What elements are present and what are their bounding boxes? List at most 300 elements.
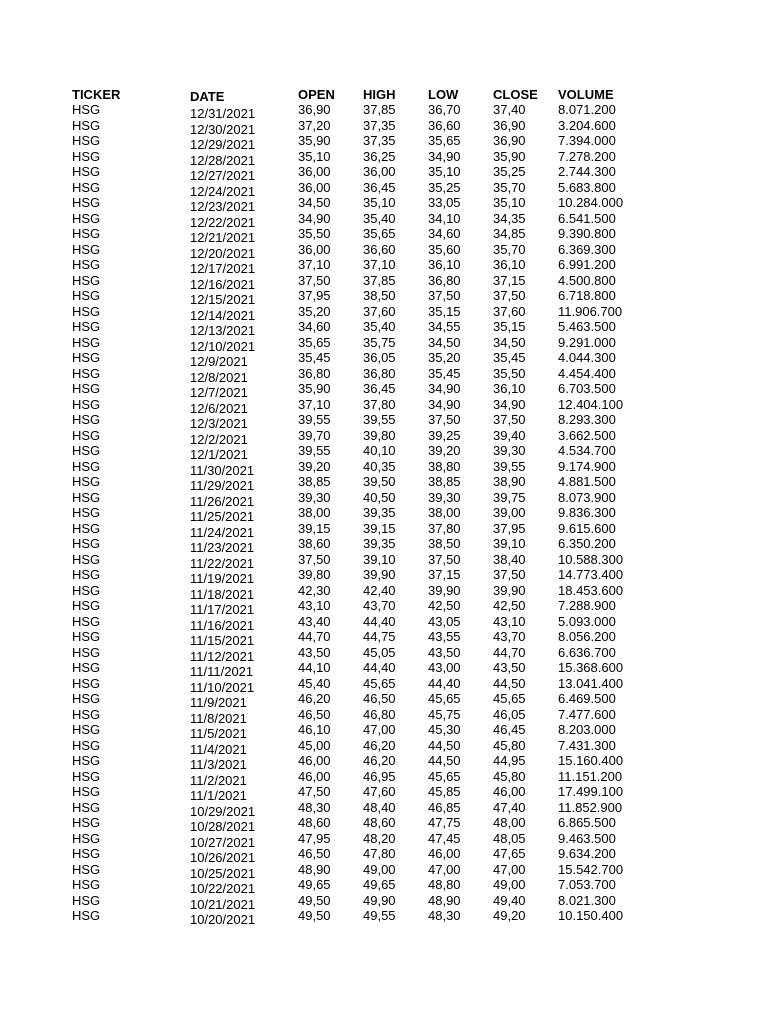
cell-close: 38,90 <box>493 474 526 489</box>
cell-open: 36,00 <box>298 179 331 195</box>
cell-volume: 4.881.500 <box>558 474 616 489</box>
cell-date: 11/10/2021 <box>190 679 255 695</box>
cell-open: 39,30 <box>298 489 331 505</box>
cell-close: 39,55 <box>493 458 526 474</box>
cell-volume: 2.744.300 <box>558 164 616 179</box>
cell-ticker: HSG <box>72 195 101 210</box>
cell-low: 48,30 <box>428 908 461 923</box>
cell-high: 43,70 <box>363 598 396 613</box>
cell-date: 12/29/2021 <box>190 137 256 152</box>
cell-low: 47,45 <box>428 830 461 846</box>
cell-ticker: HSG <box>72 675 101 691</box>
cell-volume: 6.369.300 <box>558 241 616 257</box>
cell-open: 48,30 <box>298 799 331 815</box>
cell-high: 49,00 <box>363 861 396 877</box>
cell-open: 43,40 <box>298 613 331 629</box>
cell-ticker: HSG <box>72 272 101 288</box>
cell-open: 39,80 <box>298 567 331 582</box>
cell-date: 11/19/2021 <box>190 571 255 586</box>
cell-high: 36,45 <box>363 381 396 396</box>
cell-close: 38,40 <box>493 551 526 567</box>
cell-volume: 9.836.300 <box>558 505 616 520</box>
cell-open: 36,00 <box>298 241 331 257</box>
cell-ticker: HSG <box>72 474 101 489</box>
cell-date: 12/23/2021 <box>190 199 256 214</box>
cell-date: 12/15/2021 <box>190 292 256 307</box>
cell-volume: 13.041.400 <box>558 675 624 691</box>
cell-high: 35,10 <box>363 195 396 210</box>
cell-ticker: HSG <box>72 598 101 613</box>
cell-ticker: HSG <box>72 536 101 551</box>
cell-low: 37,80 <box>428 520 461 536</box>
cell-ticker: HSG <box>72 148 101 164</box>
cell-open: 45,00 <box>298 737 331 753</box>
cell-date: 12/31/2021 <box>190 106 256 121</box>
cell-ticker: HSG <box>72 210 101 226</box>
cell-low: 39,20 <box>428 443 461 458</box>
cell-volume: 15.368.600 <box>558 660 624 675</box>
cell-close: 34,90 <box>493 396 526 412</box>
cell-low: 46,00 <box>428 846 461 861</box>
cell-volume: 8.293.300 <box>558 412 616 427</box>
cell-open: 39,70 <box>298 427 331 443</box>
cell-date: 10/25/2021 <box>190 865 256 881</box>
cell-date: 12/21/2021 <box>190 230 256 245</box>
cell-high: 37,35 <box>363 117 396 133</box>
cell-open: 46,20 <box>298 691 331 706</box>
cell-close: 35,15 <box>493 319 526 334</box>
cell-high: 39,15 <box>363 520 396 536</box>
cell-volume: 8.203.000 <box>558 722 616 737</box>
cell-open: 48,90 <box>298 861 331 877</box>
cell-ticker: HSG <box>72 133 101 148</box>
cell-close: 47,65 <box>493 846 526 861</box>
cell-close: 34,50 <box>493 334 526 350</box>
cell-date: 12/6/2021 <box>190 400 248 416</box>
cell-open: 43,50 <box>298 644 331 660</box>
cell-open: 45,40 <box>298 675 331 691</box>
cell-volume: 4.454.400 <box>558 365 616 381</box>
cell-high: 37,85 <box>363 272 396 288</box>
cell-date: 12/20/2021 <box>190 245 256 261</box>
cell-volume: 9.390.800 <box>558 226 616 241</box>
cell-date: 12/16/2021 <box>190 276 256 292</box>
cell-high: 46,20 <box>363 753 396 768</box>
cell-date: 12/10/2021 <box>190 338 256 354</box>
header-date: DATE <box>190 89 225 104</box>
header-high: HIGH <box>363 87 396 102</box>
cell-date: 10/21/2021 <box>190 896 256 912</box>
cell-high: 36,60 <box>363 241 396 257</box>
cell-close: 45,65 <box>493 691 526 706</box>
cell-open: 37,10 <box>298 396 331 412</box>
cell-date: 11/25/2021 <box>190 509 255 524</box>
cell-ticker: HSG <box>72 846 101 861</box>
cell-close: 36,90 <box>493 133 526 148</box>
cell-date: 12/2/2021 <box>190 431 248 447</box>
cell-ticker: HSG <box>72 102 101 117</box>
cell-close: 47,00 <box>493 861 526 877</box>
cell-high: 47,60 <box>363 784 396 799</box>
cell-close: 46,05 <box>493 706 526 722</box>
cell-date: 12/27/2021 <box>190 168 256 183</box>
cell-high: 37,10 <box>363 257 396 272</box>
cell-close: 35,90 <box>493 148 526 164</box>
cell-ticker: HSG <box>72 706 101 722</box>
cell-volume: 4.500.800 <box>558 272 616 288</box>
cell-ticker: HSG <box>72 644 101 660</box>
cell-open: 35,90 <box>298 133 331 148</box>
cell-low: 36,10 <box>428 257 461 272</box>
cell-close: 39,00 <box>493 505 526 520</box>
cell-close: 36,10 <box>493 381 526 396</box>
cell-date: 10/28/2021 <box>190 819 256 834</box>
cell-ticker: HSG <box>72 753 101 768</box>
cell-volume: 10.284.000 <box>558 195 624 210</box>
cell-open: 35,65 <box>298 334 331 350</box>
cell-ticker: HSG <box>72 489 101 505</box>
cell-close: 43,70 <box>493 629 526 644</box>
cell-date: 11/22/2021 <box>190 555 255 571</box>
cell-close: 43,10 <box>493 613 526 629</box>
cell-high: 38,50 <box>363 288 396 303</box>
cell-volume: 10.588.300 <box>558 551 624 567</box>
cell-open: 37,95 <box>298 288 331 303</box>
cell-ticker: HSG <box>72 443 101 458</box>
cell-close: 42,50 <box>493 598 526 613</box>
cell-date: 10/29/2021 <box>190 803 256 819</box>
cell-date: 12/14/2021 <box>190 307 256 323</box>
cell-close: 37,95 <box>493 520 526 536</box>
cell-high: 40,50 <box>363 489 396 505</box>
cell-ticker: HSG <box>72 567 101 582</box>
cell-date: 11/15/2021 <box>190 633 255 648</box>
cell-open: 48,60 <box>298 815 331 830</box>
cell-high: 46,50 <box>363 691 396 706</box>
cell-close: 49,40 <box>493 892 526 908</box>
cell-date: 11/9/2021 <box>190 695 247 710</box>
cell-volume: 7.477.600 <box>558 706 616 722</box>
cell-low: 38,80 <box>428 458 461 474</box>
cell-high: 36,05 <box>363 350 396 365</box>
cell-high: 47,00 <box>363 722 396 737</box>
cell-open: 43,10 <box>298 598 331 613</box>
cell-close: 43,50 <box>493 660 526 675</box>
cell-volume: 6.350.200 <box>558 536 616 551</box>
cell-low: 37,50 <box>428 551 461 567</box>
cell-date: 11/29/2021 <box>190 478 255 493</box>
cell-volume: 15.160.400 <box>558 753 624 768</box>
cell-date: 11/18/2021 <box>190 586 255 602</box>
cell-low: 39,90 <box>428 582 461 598</box>
cell-ticker: HSG <box>72 784 101 799</box>
cell-date: 10/26/2021 <box>190 850 256 865</box>
cell-ticker: HSG <box>72 365 101 381</box>
cell-date: 12/9/2021 <box>190 354 248 369</box>
cell-date: 10/20/2021 <box>190 912 256 927</box>
cell-open: 49,65 <box>298 877 331 892</box>
cell-open: 35,50 <box>298 226 331 241</box>
cell-volume: 8.071.200 <box>558 102 616 117</box>
cell-ticker: HSG <box>72 892 101 908</box>
cell-ticker: HSG <box>72 164 101 179</box>
cell-date: 12/1/2021 <box>190 447 248 462</box>
cell-open: 47,50 <box>298 784 331 799</box>
cell-date: 11/16/2021 <box>190 617 255 633</box>
cell-open: 42,30 <box>298 582 331 598</box>
cell-low: 38,00 <box>428 505 461 520</box>
cell-ticker: HSG <box>72 381 101 396</box>
cell-low: 37,50 <box>428 288 461 303</box>
cell-open: 35,10 <box>298 148 331 164</box>
cell-high: 45,65 <box>363 675 396 691</box>
cell-high: 37,80 <box>363 396 396 412</box>
cell-ticker: HSG <box>72 691 101 706</box>
cell-low: 35,60 <box>428 241 461 257</box>
cell-high: 40,35 <box>363 458 396 474</box>
cell-close: 44,95 <box>493 753 526 768</box>
cell-open: 37,50 <box>298 551 331 567</box>
cell-low: 45,85 <box>428 784 461 799</box>
cell-low: 45,65 <box>428 691 461 706</box>
cell-low: 43,05 <box>428 613 461 629</box>
cell-volume: 8.021.300 <box>558 892 616 908</box>
cell-open: 47,95 <box>298 830 331 846</box>
cell-ticker: HSG <box>72 303 101 319</box>
cell-volume: 8.056.200 <box>558 629 616 644</box>
cell-high: 37,35 <box>363 133 396 148</box>
cell-high: 39,55 <box>363 412 396 427</box>
cell-close: 39,10 <box>493 536 526 551</box>
cell-close: 49,20 <box>493 908 526 923</box>
cell-low: 43,50 <box>428 644 461 660</box>
cell-ticker: HSG <box>72 613 101 629</box>
cell-ticker: HSG <box>72 877 101 892</box>
cell-close: 44,50 <box>493 675 526 691</box>
cell-volume: 6.541.500 <box>558 210 616 226</box>
cell-close: 39,40 <box>493 427 526 443</box>
cell-date: 11/3/2021 <box>190 757 247 772</box>
cell-date: 11/26/2021 <box>190 493 255 509</box>
cell-high: 35,40 <box>363 319 396 334</box>
header-open: OPEN <box>298 87 335 102</box>
cell-volume: 7.394.000 <box>558 133 616 148</box>
cell-open: 38,85 <box>298 474 331 489</box>
cell-low: 47,00 <box>428 861 461 877</box>
cell-low: 34,55 <box>428 319 461 334</box>
cell-low: 48,90 <box>428 892 461 908</box>
cell-low: 36,70 <box>428 102 461 117</box>
cell-open: 46,00 <box>298 768 331 784</box>
cell-close: 34,85 <box>493 226 526 241</box>
cell-ticker: HSG <box>72 396 101 412</box>
cell-low: 34,90 <box>428 381 461 396</box>
cell-high: 40,10 <box>363 443 396 458</box>
cell-open: 36,80 <box>298 365 331 381</box>
cell-volume: 9.615.600 <box>558 520 616 536</box>
cell-low: 46,85 <box>428 799 461 815</box>
cell-low: 38,50 <box>428 536 461 551</box>
cell-close: 37,50 <box>493 412 526 427</box>
cell-close: 35,45 <box>493 350 526 365</box>
cell-close: 47,40 <box>493 799 526 815</box>
cell-open: 49,50 <box>298 908 331 923</box>
cell-low: 36,60 <box>428 117 461 133</box>
cell-low: 45,65 <box>428 768 461 784</box>
cell-date: 12/28/2021 <box>190 152 256 168</box>
cell-volume: 7.431.300 <box>558 737 616 753</box>
cell-close: 37,60 <box>493 303 526 319</box>
cell-low: 35,45 <box>428 365 461 381</box>
cell-high: 48,40 <box>363 799 396 815</box>
cell-low: 35,25 <box>428 179 461 195</box>
cell-high: 49,65 <box>363 877 396 892</box>
cell-date: 12/13/2021 <box>190 323 256 338</box>
cell-high: 39,50 <box>363 474 396 489</box>
cell-close: 37,15 <box>493 272 526 288</box>
cell-date: 11/2/2021 <box>190 772 247 788</box>
cell-ticker: HSG <box>72 350 101 365</box>
cell-low: 44,40 <box>428 675 461 691</box>
cell-close: 45,80 <box>493 737 526 753</box>
cell-close: 35,70 <box>493 179 526 195</box>
cell-close: 39,75 <box>493 489 526 505</box>
cell-volume: 5.093.000 <box>558 613 616 629</box>
cell-open: 37,10 <box>298 257 331 272</box>
cell-high: 44,40 <box>363 613 396 629</box>
cell-high: 37,60 <box>363 303 396 319</box>
cell-close: 37,50 <box>493 288 526 303</box>
cell-ticker: HSG <box>72 830 101 846</box>
cell-ticker: HSG <box>72 768 101 784</box>
cell-volume: 6.636.700 <box>558 644 616 660</box>
cell-high: 46,95 <box>363 768 396 784</box>
cell-date: 11/8/2021 <box>190 710 247 726</box>
cell-open: 39,55 <box>298 412 331 427</box>
cell-high: 46,80 <box>363 706 396 722</box>
cell-date: 11/1/2021 <box>190 788 247 803</box>
cell-open: 35,45 <box>298 350 331 365</box>
cell-low: 45,30 <box>428 722 461 737</box>
cell-ticker: HSG <box>72 226 101 241</box>
cell-high: 42,40 <box>363 582 396 598</box>
cell-low: 37,15 <box>428 567 461 582</box>
cell-close: 35,70 <box>493 241 526 257</box>
cell-ticker: HSG <box>72 117 101 133</box>
header-low: LOW <box>428 87 459 102</box>
cell-low: 42,50 <box>428 598 461 613</box>
cell-date: 11/5/2021 <box>190 726 247 741</box>
cell-date: 11/30/2021 <box>190 462 255 478</box>
cell-close: 36,90 <box>493 117 526 133</box>
cell-high: 39,90 <box>363 567 396 582</box>
cell-open: 44,70 <box>298 629 331 644</box>
cell-volume: 10.150.400 <box>558 908 624 923</box>
header-close: CLOSE <box>493 87 538 102</box>
cell-ticker: HSG <box>72 520 101 536</box>
cell-volume: 6.703.500 <box>558 381 616 396</box>
cell-volume: 3.204.600 <box>558 117 616 133</box>
cell-close: 46,00 <box>493 784 526 799</box>
cell-date: 10/27/2021 <box>190 834 256 850</box>
cell-ticker: HSG <box>72 319 101 334</box>
cell-volume: 6.469.500 <box>558 691 616 706</box>
cell-volume: 11.852.900 <box>558 799 623 815</box>
cell-open: 36,00 <box>298 164 331 179</box>
cell-high: 45,05 <box>363 644 396 660</box>
cell-low: 35,15 <box>428 303 461 319</box>
cell-date: 12/8/2021 <box>190 369 248 385</box>
cell-open: 34,50 <box>298 195 331 210</box>
cell-volume: 6.718.800 <box>558 288 616 303</box>
cell-open: 39,20 <box>298 458 331 474</box>
cell-high: 46,20 <box>363 737 396 753</box>
cell-high: 48,20 <box>363 830 396 846</box>
cell-date: 12/7/2021 <box>190 385 248 400</box>
cell-open: 37,50 <box>298 272 331 288</box>
cell-ticker: HSG <box>72 799 101 815</box>
cell-volume: 5.683.800 <box>558 179 616 195</box>
cell-low: 39,30 <box>428 489 461 505</box>
cell-high: 39,80 <box>363 427 396 443</box>
cell-low: 47,75 <box>428 815 461 830</box>
cell-close: 39,90 <box>493 582 526 598</box>
cell-date: 11/23/2021 <box>190 540 255 555</box>
cell-high: 36,00 <box>363 164 396 179</box>
cell-low: 35,10 <box>428 164 461 179</box>
cell-low: 43,55 <box>428 629 461 644</box>
cell-open: 37,20 <box>298 117 331 133</box>
cell-open: 38,60 <box>298 536 331 551</box>
cell-ticker: HSG <box>72 288 101 303</box>
cell-low: 34,10 <box>428 210 461 226</box>
cell-low: 36,80 <box>428 272 461 288</box>
cell-high: 35,75 <box>363 334 396 350</box>
cell-open: 35,90 <box>298 381 331 396</box>
cell-low: 35,65 <box>428 133 461 148</box>
cell-high: 39,10 <box>363 551 396 567</box>
cell-volume: 3.662.500 <box>558 427 616 443</box>
cell-high: 44,75 <box>363 629 396 644</box>
cell-volume: 8.073.900 <box>558 489 616 505</box>
cell-open: 39,55 <box>298 443 331 458</box>
cell-high: 35,65 <box>363 226 396 241</box>
cell-volume: 7.053.700 <box>558 877 616 892</box>
cell-close: 37,50 <box>493 567 526 582</box>
cell-volume: 11.906.700 <box>558 303 623 319</box>
cell-ticker: HSG <box>72 582 101 598</box>
cell-ticker: HSG <box>72 412 101 427</box>
cell-open: 44,10 <box>298 660 331 675</box>
cell-high: 39,35 <box>363 536 396 551</box>
cell-high: 37,85 <box>363 102 396 117</box>
cell-low: 34,90 <box>428 396 461 412</box>
cell-volume: 7.288.900 <box>558 598 616 613</box>
cell-open: 46,50 <box>298 846 331 861</box>
cell-close: 36,10 <box>493 257 526 272</box>
cell-ticker: HSG <box>72 257 101 272</box>
cell-volume: 9.291.000 <box>558 334 616 350</box>
cell-close: 35,10 <box>493 195 526 210</box>
cell-high: 47,80 <box>363 846 396 861</box>
cell-open: 35,20 <box>298 303 331 319</box>
cell-volume: 6.865.500 <box>558 815 616 830</box>
cell-low: 37,50 <box>428 412 461 427</box>
cell-ticker: HSG <box>72 334 101 350</box>
cell-low: 44,50 <box>428 753 461 768</box>
cell-close: 37,40 <box>493 102 526 117</box>
cell-low: 34,90 <box>428 148 461 164</box>
